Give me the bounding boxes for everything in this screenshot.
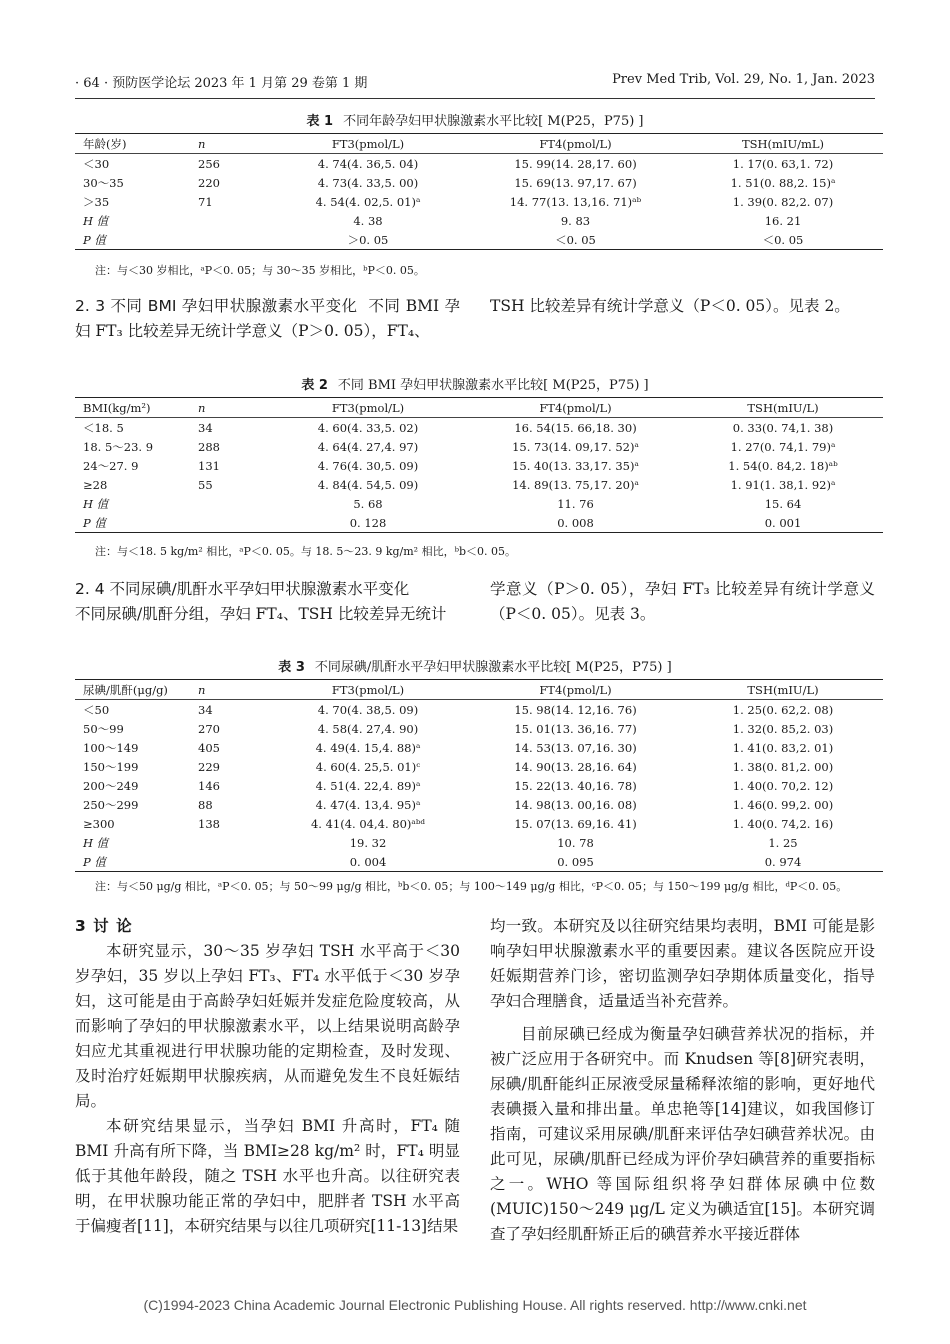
table-cell: 0. 974 <box>683 852 883 872</box>
table-cell: ≥28 <box>83 477 108 492</box>
discussion-p2: 本研究结果显示，当孕妇 BMI 升高时，FT₄ 随 BMI 升高有所下降，当 BMI≥28 kg/m² 时，FT₄ 明显低于其他年龄段，随之 TSH 水平也升高。以往研究表明，在甲状腺功能正常的孕妇中，肥胖者 TSH 水平高于偏瘦者[11]，本研究结果与以往几项研究[11-13]结果 <box>75 1117 460 1235</box>
table-row <box>75 795 883 814</box>
table-cell: 4. 70(4. 38,5. 09) <box>317 702 419 717</box>
table-cell: 1. 40(0. 74,2. 16) <box>732 816 834 831</box>
table-cell: 50～99 <box>83 721 124 736</box>
table-cell: 4. 74(4. 36,5. 04) <box>317 156 419 171</box>
table-cell: 146 <box>198 778 220 793</box>
table1-note: 注：与＜30 岁相比，ᵃP＜0. 05；与 30～35 岁相比，ᵇP＜0. 05。 <box>95 264 425 277</box>
table-cell: P 值 <box>75 852 198 872</box>
column-header: BMI(kg/m²) <box>75 398 198 418</box>
table-cell: 200～249 <box>83 778 139 793</box>
table-cell: 4. 60(4. 25,5. 01)ᶜ <box>315 759 421 774</box>
table-cell: 4. 47(4. 13,4. 95)ᵃ <box>315 797 421 812</box>
table-row <box>75 738 883 757</box>
table-cell <box>198 852 268 872</box>
table-cell: 270 <box>198 721 220 736</box>
table-cell: 9. 83 <box>560 213 591 228</box>
column-header: 年龄(岁) <box>75 134 198 154</box>
table-row <box>75 719 883 738</box>
column-header: TSH(mIU/L) <box>683 680 883 700</box>
sec23-left <box>75 294 460 344</box>
table-header-row <box>75 398 883 418</box>
discussion-p1: 本研究显示，30～35 岁孕妇 TSH 水平高于＜30 岁孕妇，35 岁以上孕妇 FT₃、FT₄ 水平低于＜30 岁孕妇，这可能是由于高龄孕妇妊娠并发症危险度较高，从而影响了孕妇的甲状腺激素水平，以上结果说明高龄孕妇应尤其重视进行甲状腺功能的定期检查，及时发现、及时治疗妊娠期甲状腺疾病，从而避免发生不良妊娠结局。 <box>75 942 460 1110</box>
table-cell <box>198 230 268 250</box>
column-header: n <box>198 134 268 154</box>
table-cell: 1. 32(0. 85,2. 03) <box>732 721 834 736</box>
table-cell: 4. 51(4. 22,4. 89)ᵃ <box>315 778 421 793</box>
table-cell: 405 <box>198 740 220 755</box>
table-row <box>75 211 883 230</box>
column-header: 尿碘/肌酐(μg/g) <box>75 680 198 700</box>
column-header: FT4(pmol/L) <box>468 398 683 418</box>
table-cell: 1. 46(0. 99,2. 00) <box>732 797 834 812</box>
table-cell: 71 <box>198 194 213 209</box>
table-cell: 15. 40(13. 33,17. 35)ᵃ <box>512 458 639 473</box>
table-row <box>75 437 883 456</box>
table-cell: 220 <box>198 175 220 190</box>
sec24-title: 2. 4 不同尿碘/肌酐水平孕妇甲状腺激素水平变化 <box>75 580 410 598</box>
table-cell: 4. 64(4. 27,4. 97) <box>317 439 419 454</box>
table-cell: 1. 17(0. 63,1. 72) <box>732 156 834 171</box>
table-cell <box>198 211 268 230</box>
table-row <box>75 154 883 174</box>
table-cell: ＜30 <box>83 156 110 171</box>
table-cell: 1. 41(0. 83,2. 01) <box>732 740 834 755</box>
table-cell: ＞35 <box>83 194 110 209</box>
table-cell: 4. 73(4. 33,5. 00) <box>317 175 419 190</box>
table-row <box>75 776 883 795</box>
running-header-left: · 64 · 预防医学论坛 2023 年 1 月第 29 卷第 1 期 <box>75 76 368 91</box>
column-header: TSH(mIU/mL) <box>683 134 883 154</box>
column-header: n <box>198 680 268 700</box>
sec23-title: 2. 3 不同 BMI 孕妇甲状腺激素水平变化 <box>75 297 358 315</box>
table-row <box>75 833 883 852</box>
table-cell: 34 <box>198 420 213 435</box>
table-cell: 14. 98(13. 00,16. 08) <box>514 797 637 812</box>
table-header-row <box>75 680 883 700</box>
column-header: n <box>198 398 268 418</box>
table-cell: 138 <box>198 816 220 831</box>
table-cell: ＜50 <box>83 702 110 717</box>
discussion-p4: 目前尿碘已经成为衡量孕妇碘营养状况的指标，并被广泛应用于各研究中。而 Knudsen 等[8]研究表明，尿碘/肌酐能纠正尿液受尿量稀释浓缩的影响，更好地代表碘摄入量和排出量。单忠艳等[14]建议，如我国修订指南，可建议采用尿碘/肌酐来评估孕妇碘营养状况。由此可见，尿碘/肌酐已经成为评价孕妇碘营养的重要指标之一。WHO 等国际组织将孕妇群体尿碘中位数(MUIC)150～249 μg/L 定义为碘适宜[15]。本研究调查了孕妇经肌酐矫正后的碘营养水平接近群体 <box>490 1025 875 1243</box>
table-cell: 256 <box>198 156 220 171</box>
table-cell: 229 <box>198 759 220 774</box>
table-cell: 16. 21 <box>764 213 802 228</box>
table-cell: 30～35 <box>83 175 124 190</box>
table-cell: 1. 40(0. 70,2. 12) <box>732 778 834 793</box>
table-cell: 16. 54(15. 66,18. 30) <box>514 420 637 435</box>
table-row <box>75 700 883 720</box>
table3-caption: 表 3 不同尿碘/肌酐水平孕妇甲状腺激素水平比较[ M(P25，P75) ] <box>278 660 672 675</box>
discussion-left <box>75 914 460 1239</box>
table-cell: 4. 54(4. 02,5. 01)ᵃ <box>315 194 421 209</box>
table-cell: 1. 25 <box>768 835 798 850</box>
column-header: FT3(pmol/L) <box>268 398 468 418</box>
table-cell <box>198 833 268 852</box>
table-cell: 0. 128 <box>268 513 468 533</box>
table-cell: 1. 91(1. 38,1. 92)ᵃ <box>730 477 836 492</box>
table-cell: H 值 <box>83 213 109 228</box>
table3 <box>75 679 883 872</box>
table-cell: 288 <box>198 439 220 454</box>
table-cell: 19. 32 <box>349 835 387 850</box>
table-cell: 15. 22(13. 40,16. 78) <box>514 778 637 793</box>
table-row <box>75 173 883 192</box>
running-header-right: Prev Med Trib, Vol. 29, No. 1, Jan. 2023 <box>612 72 875 87</box>
table-cell: 131 <box>198 458 220 473</box>
table1-caption: 表 1 不同年龄孕妇甲状腺激素水平比较[ M(P25，P75) ] <box>306 114 644 129</box>
discussion-p3: 均一致。本研究及以往研究结果均表明，BMI 可能是影响孕妇甲状腺激素水平的重要因素。建议各医院应开设妊娠期营养门诊，密切监测孕妇孕期体质量变化，指导孕妇合理膳食，适量适当补充营养。 <box>490 917 875 1010</box>
table-cell: 1. 54(0. 84,2. 18)ᵃᵇ <box>728 458 838 473</box>
table-row <box>75 418 883 438</box>
table-cell: 4. 60(4. 33,5. 02) <box>317 420 419 435</box>
discussion-heading: 3 讨 论 <box>75 917 133 935</box>
table-row <box>75 192 883 211</box>
table-row <box>75 757 883 776</box>
table-row <box>75 475 883 494</box>
table-cell: 0. 001 <box>683 513 883 533</box>
table-cell: ＜0. 05 <box>683 230 883 250</box>
table-cell: 5. 68 <box>353 496 383 511</box>
table-cell: 24～27. 9 <box>83 458 139 473</box>
table-cell: 15. 73(14. 09,17. 52)ᵃ <box>512 439 639 454</box>
table-cell: 15. 69(13. 97,17. 67) <box>514 175 637 190</box>
table2-note: 注：与＜18. 5 kg/m² 相比，ᵃP＜0. 05。与 18. 5～23. 9 kg/m² 相比，ᵇb＜0. 05。 <box>95 545 517 558</box>
table-cell: 11. 76 <box>557 496 594 511</box>
table-row <box>75 814 883 833</box>
table-cell: 4. 49(4. 15,4. 88)ᵃ <box>315 740 421 755</box>
table-cell: 1. 27(0. 74,1. 79)ᵃ <box>730 439 836 454</box>
table-header-row <box>75 134 883 154</box>
table2-caption: 表 2 不同 BMI 孕妇甲状腺激素水平比较[ M(P25，P75) ] <box>301 378 649 393</box>
table-cell: 15. 07(13. 69,16. 41) <box>514 816 637 831</box>
table-cell: 14. 89(13. 75,17. 20)ᵃ <box>512 477 639 492</box>
table-cell: ＞0. 05 <box>268 230 468 250</box>
sec23-text-left: 不同 BMI 孕妇 FT₃ 比较差异无统计学意义（P＞0. 05），FT₄、 <box>75 297 461 340</box>
table-cell: 1. 25(0. 62,2. 08) <box>732 702 834 717</box>
table-cell: 4. 76(4. 30,5. 09) <box>317 458 419 473</box>
table-cell: 4. 84(4. 54,5. 09) <box>317 477 419 492</box>
table-cell: 15. 99(14. 28,17. 60) <box>514 156 637 171</box>
copyright-footer: (C)1994-2023 China Academic Journal Electronic Publishing House. All rights reserved. http://www.cnki.net <box>143 1297 807 1313</box>
table-row <box>75 456 883 475</box>
table-cell: 150～199 <box>83 759 139 774</box>
table-cell: 15. 98(14. 12,16. 76) <box>514 702 637 717</box>
table-cell <box>198 494 268 513</box>
table-cell: 0. 008 <box>468 513 683 533</box>
table-cell: P 值 <box>75 513 198 533</box>
table-cell: 250～299 <box>83 797 139 812</box>
table3-note: 注：与＜50 μg/g 相比，ᵃP＜0. 05；与 50～99 μg/g 相比，ᵇb＜0. 05；与 100～149 μg/g 相比，ᶜP＜0. 05；与 150～199 μg/g 相比，ᵈP＜0. 05。 <box>95 880 848 893</box>
sec24-text-left: 不同尿碘/肌酐分组，孕妇 FT₄、TSH 比较差异无统计 <box>75 605 447 623</box>
table-cell: 18. 5～23. 9 <box>83 439 154 454</box>
table-cell: H 值 <box>83 835 109 850</box>
table-row <box>75 513 883 533</box>
table-cell: 10. 78 <box>557 835 594 850</box>
table-cell: 14. 90(13. 28,16. 64) <box>514 759 637 774</box>
table-cell: ＜0. 05 <box>468 230 683 250</box>
sec23-right <box>490 294 875 319</box>
sec24-text-right: 学意义（P＞0. 05），孕妇 FT₃ 比较差异有统计学意义（P＜0. 05）。见表 3。 <box>490 580 875 623</box>
sec24-left <box>75 577 460 627</box>
table-cell: 4. 41(4. 04,4. 80)ᵃᵇᵈ <box>310 816 426 831</box>
table2 <box>75 397 883 533</box>
table-cell: 0. 004 <box>268 852 468 872</box>
sec23-text-right: TSH 比较差异有统计学意义（P＜0. 05）。见表 2。 <box>490 297 850 315</box>
table-cell: 4. 38 <box>353 213 383 228</box>
table-cell: 100～149 <box>83 740 139 755</box>
table-cell: P 值 <box>75 230 198 250</box>
table-cell: 1. 38(0. 81,2. 00) <box>732 759 834 774</box>
column-header: FT3(pmol/L) <box>268 134 468 154</box>
table-cell: 88 <box>198 797 213 812</box>
discussion-right <box>490 914 875 1247</box>
table-cell: 4. 58(4. 27,4. 90) <box>317 721 419 736</box>
table-cell: 1. 39(0. 82,2. 07) <box>732 194 834 209</box>
table-cell: 14. 77(13. 13,16. 71)ᵃᵇ <box>509 194 642 209</box>
table-cell: 0. 095 <box>468 852 683 872</box>
table-row <box>75 852 883 872</box>
table-row <box>75 230 883 250</box>
column-header: TSH(mIU/L) <box>683 398 883 418</box>
column-header: FT4(pmol/L) <box>468 680 683 700</box>
table-cell: 14. 53(13. 07,16. 30) <box>514 740 637 755</box>
table-cell: 55 <box>198 477 213 492</box>
table-cell: 0. 33(0. 74,1. 38) <box>732 420 834 435</box>
table-cell: ＜18. 5 <box>83 420 124 435</box>
table-cell: 15. 64 <box>764 496 802 511</box>
table-cell <box>198 513 268 533</box>
table-cell: 1. 51(0. 88,2. 15)ᵃ <box>730 175 836 190</box>
sec24-right <box>490 577 875 627</box>
table-cell: 15. 01(13. 36,16. 77) <box>514 721 637 736</box>
table-cell: H 值 <box>83 496 109 511</box>
column-header: FT4(pmol/L) <box>468 134 683 154</box>
table-cell: 34 <box>198 702 213 717</box>
table1 <box>75 133 883 250</box>
table-cell: ≥300 <box>83 816 115 831</box>
header-rule <box>75 98 875 99</box>
column-header: FT3(pmol/L) <box>268 680 468 700</box>
table-row <box>75 494 883 513</box>
